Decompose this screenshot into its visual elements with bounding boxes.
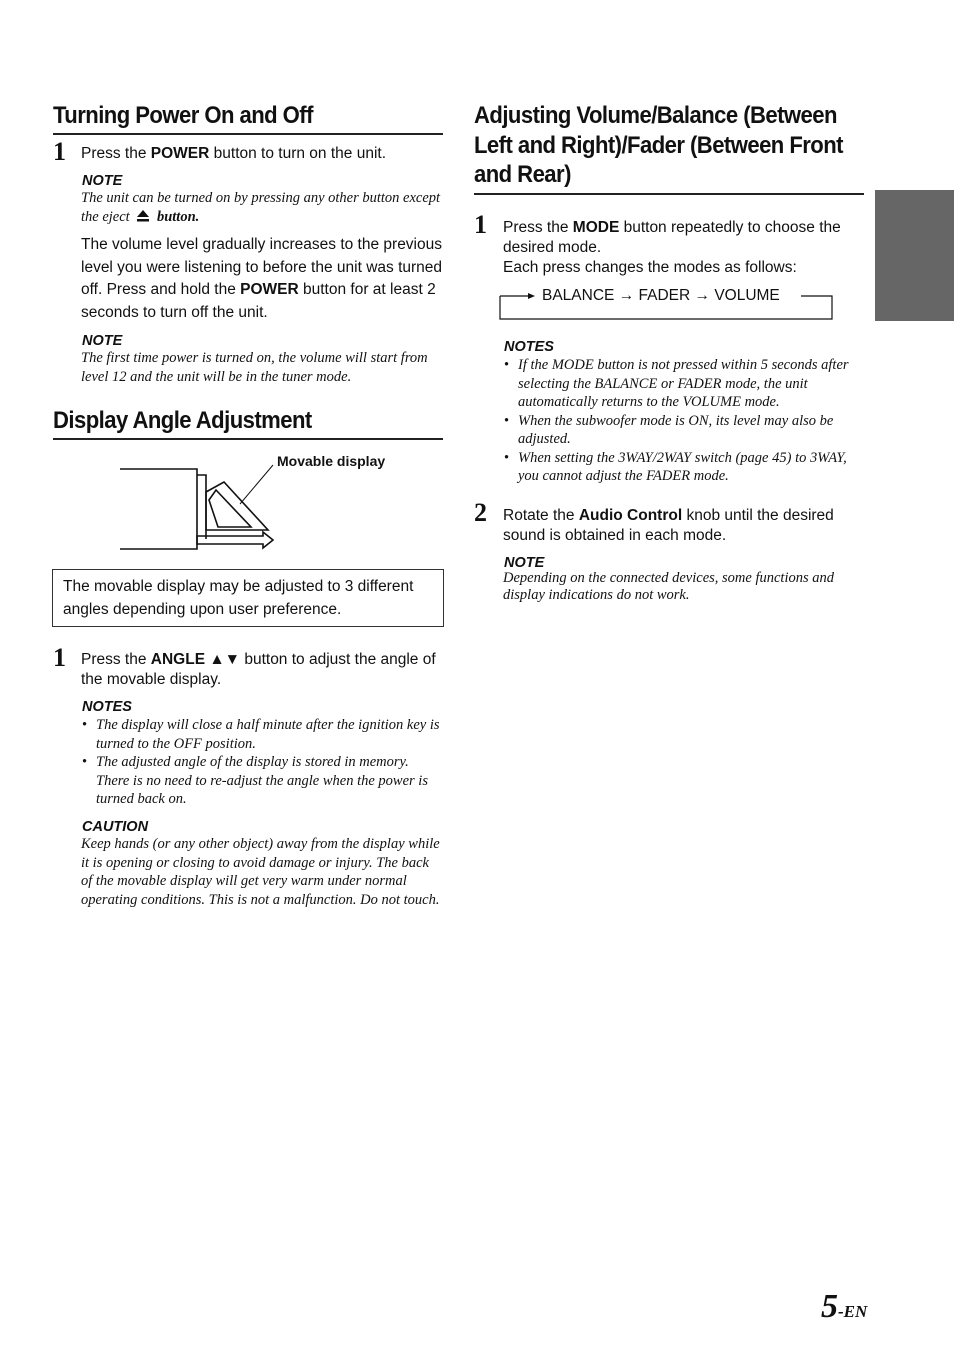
page-number: 5-EN xyxy=(821,1288,868,1325)
list-item: • When the subwoofer mode is ON, its level may also be adjusted. xyxy=(503,412,865,449)
list-item: • The display will close a half minute after the ignition key is turned to the OFF position. xyxy=(81,716,444,753)
diagram-label: Movable display xyxy=(277,453,386,469)
caution-text: Keep hands (or any other object) away from the display while it is opening or closing to avoid damage or injury. The back of the movable display will get very warm under normal operating conditions. This is not a malfunction. Do not touch. xyxy=(81,836,440,908)
section-heading-angle: Display Angle Adjustment xyxy=(53,407,312,434)
power-key-label: POWER xyxy=(240,281,299,298)
note-label: NOTE xyxy=(82,173,123,189)
power-paragraph: The volume level gradually increases to the previous level you were listening to before the unit was turned off. Press and hold the POWER button for at least 2 seconds to turn off the unit. xyxy=(81,236,443,321)
section-heading-power: Turning Power On and Off xyxy=(53,102,313,129)
step-number: 2 xyxy=(474,498,487,527)
heading-rule xyxy=(474,193,864,195)
arrow-right-icon: → xyxy=(618,287,639,304)
notes-label: NOTES xyxy=(504,339,554,355)
eject-icon xyxy=(136,209,150,228)
mode-sequence xyxy=(542,286,780,306)
step-number: 1 xyxy=(53,643,66,672)
angle-notes-list xyxy=(81,716,444,809)
angle-info-box: The movable display may be adjusted to 3 different angles depending upon user preference. xyxy=(52,569,444,627)
note-label: NOTE xyxy=(82,333,123,349)
arrow-right-icon: → xyxy=(694,287,715,304)
note-eject: The unit can be turned on by pressing any other button except the eject button. xyxy=(81,189,443,227)
list-item: • The adjusted angle of the display is stored in memory. There is no need to re-adjust the angle when the power is turned back on. xyxy=(81,753,444,809)
step-power-on: Press the POWER button to turn on the unit. xyxy=(81,145,386,162)
list-item: • When setting the 3WAY/2WAY switch (page 45) to 3WAY, you cannot adjust the FADER mode. xyxy=(503,449,865,486)
step-number: 1 xyxy=(474,210,487,239)
power-key-label: POWER xyxy=(150,145,210,162)
note-devices: Depending on the connected devices, some functions and display indications do not work. xyxy=(503,570,834,603)
note-first-power: The first time power is turned on, the volume will start from level 12 and the unit will be in the tuner mode. xyxy=(81,350,428,385)
heading-rule xyxy=(53,133,443,135)
notes-label: NOTES xyxy=(82,699,132,715)
step-angle: Press the ANGLE ▲▼ button to adjust the angle of the movable display. xyxy=(81,651,436,688)
mode-fader: FADER xyxy=(638,287,691,304)
mode-key-label: MODE xyxy=(572,219,620,236)
side-tab xyxy=(875,190,954,321)
mode-balance: BALANCE xyxy=(542,287,615,304)
step-mode: Press the MODE button repeatedly to choose the desired mode. Each press changes the modes as follows: xyxy=(503,219,841,276)
angle-key-label: ANGLE ▲▼ xyxy=(150,651,241,668)
audio-control-label: Audio Control xyxy=(578,507,683,524)
movable-display-diagram xyxy=(115,460,285,555)
section-heading-volume: Adjusting Volume/Balance (Between Left and Right)/Fader (Between Front and Rear) xyxy=(474,102,843,188)
mode-flow-diagram xyxy=(499,286,833,320)
step-audio-control: Rotate the Audio Control knob until the desired sound is obtained in each mode. xyxy=(503,507,834,544)
heading-rule xyxy=(53,438,443,440)
list-item: • If the MODE button is not pressed within 5 seconds after selecting the BALANCE or FADER mode, the unit automatically returns to the VOLUME mode. xyxy=(503,356,865,412)
caution-label: CAUTION xyxy=(82,819,149,835)
step-number: 1 xyxy=(53,137,66,166)
note-label: NOTE xyxy=(504,555,545,571)
mode-notes-list xyxy=(503,356,865,486)
mode-volume: VOLUME xyxy=(714,287,780,304)
